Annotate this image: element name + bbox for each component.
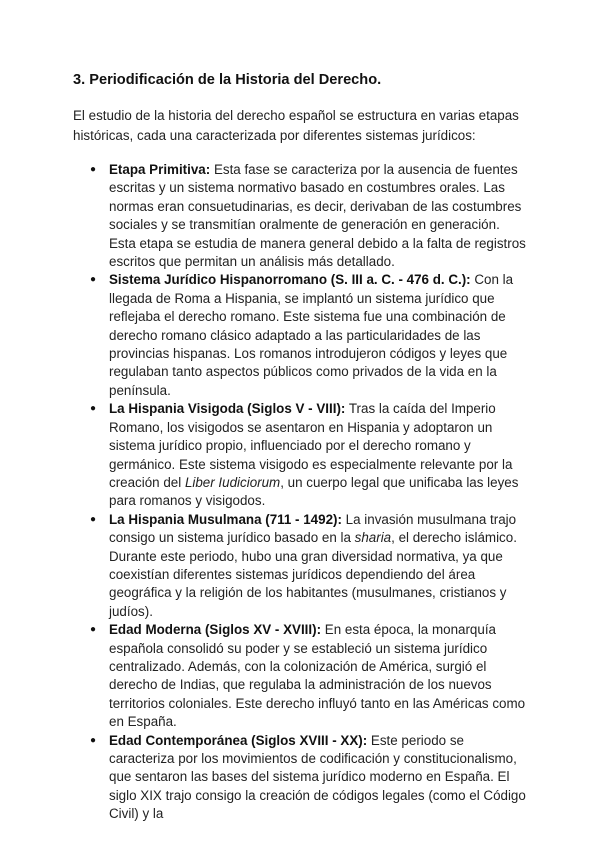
bullet-icon: ● (90, 274, 97, 286)
list-item-label: La Hispania Visigoda (Siglos V - VIII): (109, 401, 346, 417)
list-item-text: En esta época, la monarquía española consolidó su poder y se estableció un sistema jurídico centralizado. Además, con la colonización de América, surgió el derecho de Indias, que regulaba la administración de los nuevos territorios coloniales. Este derecho influyó tanto en las Américas como en España. (109, 622, 526, 730)
list-item-text-after: , un cuerpo legal que unificaba las leyes para romanos y visigodos. (109, 474, 519, 509)
list-item-hispanorromano (73, 271, 530, 400)
list-item-label: La Hispania Musulmana (711 - 1492): (109, 511, 342, 527)
list-item-musulmana (73, 511, 530, 621)
list-item-etapa-primitiva (73, 161, 530, 271)
list-item-visigoda (73, 400, 530, 510)
list-item-text: Tras la caída del Imperio Romano, los visigodos se asentaron en Hispania y adoptaron un sistema jurídico propio, influenciado por el derecho romano y germánico. Este sistema visigodo es especialmente relevante por la creación del (109, 401, 513, 490)
eras-list (73, 161, 530, 824)
list-item-emphasis: sharia (354, 530, 392, 546)
list-item-emphasis: Liber Iudiciorum (184, 474, 281, 490)
bullet-icon: ● (90, 734, 97, 746)
list-item-label: Edad Moderna (Siglos XV - XVIII): (109, 622, 322, 638)
list-item-text: La invasión musulmana trajo consigo un sistema jurídico basado en la (109, 511, 517, 546)
list-item-edad-moderna (73, 621, 530, 731)
intro-paragraph: El estudio de la historia del derecho español se estructura en varias etapas históricas, cada una caracterizada por diferentes sistemas jurídicos: (73, 108, 519, 143)
list-item-label: Etapa Primitiva: (109, 162, 211, 177)
list-item-text-after: , el derecho islámico. Durante este periodo, hubo una gran diversidad normativa, ya que coexistían diferentes sistemas jurídicos dependiendo del área geográfica y la religión de los habitantes (musulmanes, cristianos y judíos). (109, 530, 517, 619)
bullet-icon: ● (90, 403, 97, 415)
list-item-text: Este periodo se caracteriza por los movimientos de codificación y constitucionalismo, que sentaron las bases del sistema jurídico moderno en España. El siglo XIX trajo consigo la creación de códigos legales (como el Código Civil) y la (109, 732, 526, 822)
list-item-label: Edad Contemporánea (Siglos XVIII - XX): (109, 732, 368, 748)
list-item-text: Con la llegada de Roma a Hispania, se implantó un sistema jurídico que reflejaba el derecho romano. Este sistema fue una combinación de derecho romano clásico adaptado a las particularidades de las provincias hispanas. Los romanos introdujeron códigos y leyes que regulaban tanto aspectos públicos como privados de la vida en la península. (109, 272, 514, 398)
bullet-icon: ● (90, 164, 97, 175)
bullet-icon: ● (90, 624, 97, 636)
section-title: 3. Periodificación de la Historia del Derecho. (73, 72, 382, 88)
list-item-edad-contemporanea (73, 732, 530, 824)
list-item-label: Sistema Jurídico Hispanorromano (S. III a. C. - 476 d. C.): (109, 272, 471, 288)
bullet-icon: ● (90, 513, 97, 525)
list-item-text: Esta fase se caracteriza por la ausencia de fuentes escritas y un sistema normativo basado en costumbres orales. Las normas eran consuetudinarias, es decir, derivaban de las costumbres sociales y se transmitían oralmente de generación en generación. Esta etapa se estudia de manera general debido a la falta de registros escritos que permitan un análisis más detallado. (109, 162, 526, 270)
